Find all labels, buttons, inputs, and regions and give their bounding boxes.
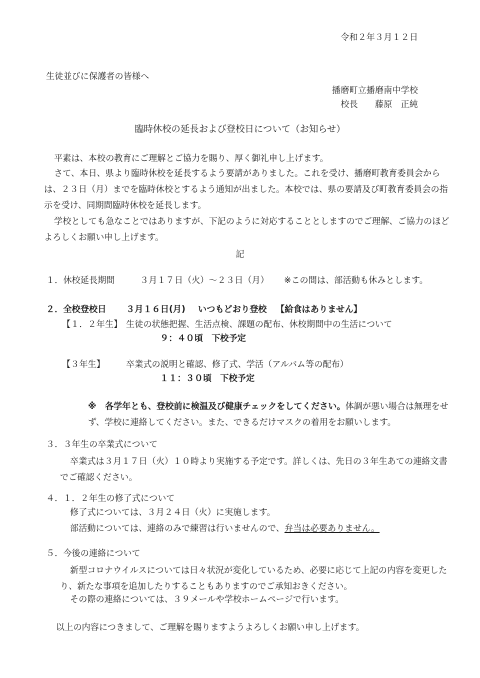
grade-3-time: １１：３０頃 下校予定: [160, 374, 255, 384]
section-4-text-2a: 部活動については、連絡のみで練習は行いませんので、: [70, 524, 285, 534]
intro-paragraph-3: 学校としても急なことではありますが、下記のように対応することとしますのでご理解、ご協力のほどよろしくお願い申し上げます。: [44, 217, 450, 243]
section-2-date: ３月１６日(月): [126, 305, 186, 315]
section-1: [46, 276, 115, 287]
section-2-note: [88, 399, 456, 431]
section-5-text-2: その際の連絡については、３９メールや学校ホームページで行います。: [70, 595, 344, 605]
school-name: 播磨町立播磨南中学校: [332, 86, 418, 96]
section-5: [46, 549, 140, 560]
document-title: 臨時休校の延長および登校日について（お知らせ）: [134, 124, 346, 135]
intro-paragraph-2: さて、本日、県より臨時休校を延長するよう要請がありました。これを受け、播磨町教育委員会からは、２３日（月）までを臨時休校とするよう通知が出ました。本校では、県の要請及び町教育委員会の指示を受け、同期間臨時休校を延長します。: [44, 169, 448, 211]
section-3-text: 卒業式は３月１７日（火）１０時より実施する予定です。詳しくは、先日の３年生あての連絡文書でご確認ください。: [60, 457, 448, 483]
section-4-text-2: [70, 524, 380, 535]
grade-3-label: 【３年生】: [62, 360, 105, 370]
section-2-time: いつもどおり登校: [198, 305, 267, 315]
section-2-lunch: 【給食はありません】: [276, 305, 362, 315]
section-4-label: １．２年生の修了式について: [63, 494, 175, 504]
grade-12-time: ９：４０頃 下校予定: [160, 334, 246, 344]
principal-name: 校長 藤原 正純: [340, 100, 418, 110]
grade-12-label: 【１．２年生】: [62, 320, 123, 330]
grade-3-text: 卒業式の説明と確認、修了式、学活（アルバム等の配布）: [126, 360, 349, 370]
section-1-label: 休校延長期間: [63, 276, 115, 286]
grade-12-text: 生徒の状態把握、生活点検、課題の配布、休校期間中の生活について: [126, 320, 393, 330]
section-4-text-1: 修了式については、３月２４日（火）に実施します。: [70, 508, 276, 518]
section-5-text-1: 新型コロナウイルスについては日々状況が変化しているため、必要に応じて上記の内容を変更したり、新たな事項を追加したりすることもありますのでご承知おきください。: [60, 566, 448, 592]
section-2-note-rest: 体調が悪い場合は無理をせず、学校に連絡してください。また、できるだけマスクの着用をお願いします。: [88, 402, 449, 428]
closing-text: 以上の内容につきまして、ご理解を賜りますようよろしくお願い申し上げます。: [56, 623, 365, 633]
recipients: 生徒並びに保護者の皆様へ: [46, 72, 150, 82]
section-3: [46, 440, 158, 451]
section-2: [46, 305, 106, 316]
section-2-label: 全校登校日: [63, 305, 107, 315]
section-4: [46, 494, 175, 505]
section-5-number: ５．: [46, 549, 64, 559]
intro-paragraph-1: 平素は、本校の教育にご理解とご協力を賜り、厚く御礼申し上げます。: [54, 154, 329, 164]
section-4-number: ４．: [46, 494, 64, 504]
section-2-note-bold: ※ 各学年とも、登校前に検温及び健康チェックをしてください。: [88, 402, 346, 412]
section-1-number: １．: [46, 276, 64, 286]
section-1-note: ※この間は、部活動も休みとします。: [284, 276, 429, 286]
section-5-label: 今後の連絡について: [63, 549, 141, 559]
section-3-number: ３．: [46, 440, 64, 450]
section-1-period: ３月１７日（火）～２３日（月）: [140, 276, 269, 286]
section-3-label: ３年生の卒業式について: [63, 440, 158, 450]
section-2-number: ２．: [46, 305, 64, 315]
ki-heading: 記: [235, 250, 245, 260]
section-4-text-2b: 弁当は必要ありません。: [284, 524, 380, 534]
document-date: 令和２年３月１２日: [340, 33, 418, 43]
